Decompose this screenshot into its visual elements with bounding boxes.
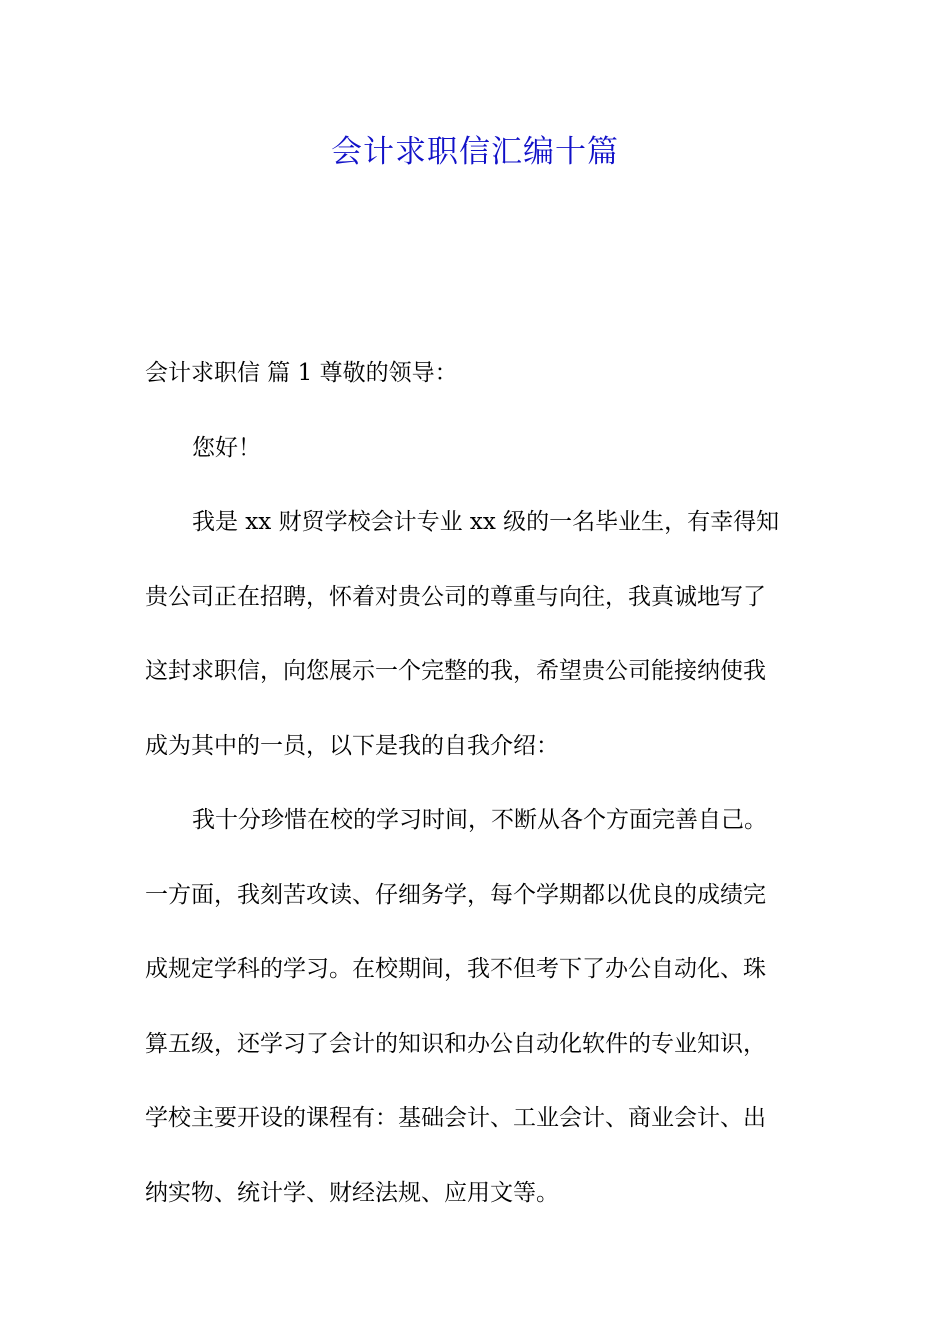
paragraph-line: 贵公司正在招聘，怀着对贵公司的尊重与向往，我真诚地写了 [145, 583, 766, 610]
paragraph-line: 成为其中的一员，以下是我的自我介绍： [145, 732, 559, 759]
paragraph-line: 学校主要开设的课程有：基础会计、工业会计、商业会计、出 [145, 1105, 766, 1131]
greeting-line: 您好！ [192, 434, 261, 461]
paragraph-line: 一方面，我刻苦攻读、仔细务学，每个学期都以优良的成绩完 [145, 881, 766, 908]
paragraph-line: 我是 xx 财贸学校会计专业 xx 级的一名毕业生，有幸得知 [192, 509, 780, 535]
paragraph-line: 纳实物、统计学、财经法规、应用文等。 [145, 1179, 559, 1206]
document-title: 会计求职信汇编十篇 [331, 134, 619, 170]
paragraph-line: 成规定学科的学习。在校期间，我不但考下了办公自动化、珠 [145, 956, 766, 982]
document-body [145, 336, 805, 1230]
paragraph-line: 我十分珍惜在校的学习时间，不断从各个方面完善自己。 [192, 807, 767, 833]
paragraph-line: 算五级，还学习了会计的知识和办公自动化软件的专业知识， [145, 1030, 766, 1057]
paragraph-line: 这封求职信，向您展示一个完整的我，希望贵公司能接纳使我 [145, 658, 766, 684]
salutation-line: 会计求职信 篇 1 尊敬的领导： [145, 360, 458, 386]
